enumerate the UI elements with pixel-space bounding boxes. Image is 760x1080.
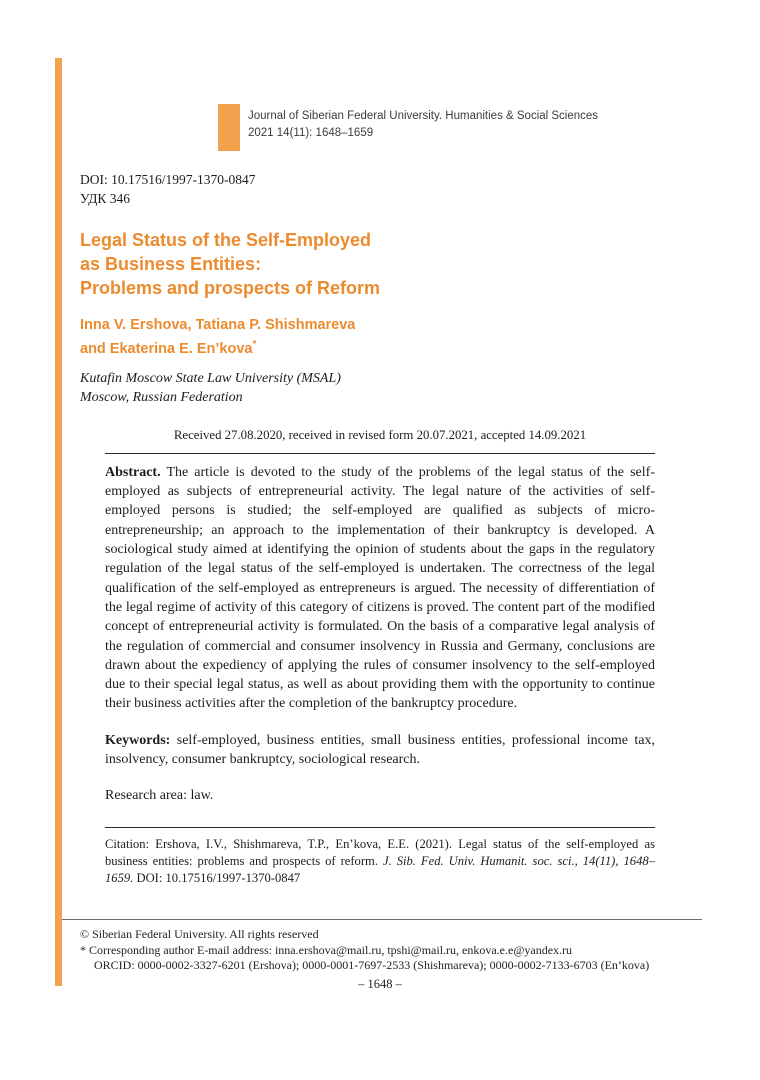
abstract-text: The article is devoted to the study of the problems of the legal status of the self-employed as subjects of entrepreneurial activity. The legal nature of the activities of self-employed persons is studied; the self-employed are qualified as subjects of micro-entrepreneurship; an approach to the implementation of their bankruptcy is developed. A sociological study aimed at identifying the opinion of students about the gaps in the regulatory regulation of the legal status of the self-employed is undertaken. The correctness of the legal qualification of the self-employed as entrepreneurs is argued. The necessity of differentiation of the legal regime of activity of this category of citizens is proved. The content part of the modified concept of entrepreneurial activity is formulated. On the basis of a comparative legal analysis of the regulation of commercial and consumer insolvency in Russia and Germany, conclusions are drawn about the expediency of applying the rules of consumer insolvency to the self-employed due to their special legal status, as well as about providing them with the opportunity to continue their business activities after the completion of the bankruptcy procedure. — [105, 464, 655, 712]
journal-header-text — [248, 104, 598, 142]
page-title — [80, 228, 655, 300]
affiliation-line-2: Moscow, Russian Federation — [80, 389, 243, 405]
corresponding-author-line: * Corresponding author E-mail address: inna.ershova@mail.ru, tpshi@mail.ru, enkova.e.e@yandex.ru — [80, 942, 573, 957]
citation-doi: DOI: 10.17516/1997-1370-0847 — [136, 871, 301, 886]
authors — [80, 316, 655, 359]
journal-header — [218, 104, 598, 151]
orcid-line: ORCID: 0000-0002-3327-6201 (Ershova); 0000-0001-7697-2533 (Shishmareva); 0000-0002-7133-6703 (En’kova) — [94, 958, 650, 972]
keywords-label: Keywords: — [105, 732, 171, 748]
title-line-2: as Business Entities: — [80, 254, 262, 274]
abstract — [105, 463, 655, 714]
article-content — [80, 170, 655, 887]
left-accent-bar — [55, 58, 62, 986]
citation — [105, 836, 655, 887]
corresponding-author-marker: * — [252, 339, 257, 350]
abstract-label: Abstract. — [105, 464, 161, 480]
footer — [62, 919, 702, 974]
udk-line: УДК 346 — [80, 191, 131, 206]
authors-line-1: Inna V. Ershova, Tatiana P. Shishmareva — [80, 317, 356, 333]
affiliation — [80, 369, 655, 407]
divider-above-abstract — [105, 453, 655, 454]
citation-journal: J. Sib. Fed. Univ. Humanit. soc. sci., 14(11), 1648– 1659. — [105, 854, 655, 886]
keywords — [105, 731, 655, 770]
affiliation-line-1: Kutafin Moscow State Law University (MSAL) — [80, 370, 341, 386]
page-number: – 1648 – — [358, 977, 402, 991]
copyright-line: © Siberian Federal University. All rights reserved — [80, 927, 319, 941]
authors-line-2: and Ekaterina E. En’kova* — [80, 339, 257, 357]
title-line-1: Legal Status of the Self-Employed — [80, 230, 372, 250]
divider-above-citation — [105, 827, 655, 828]
journal-issue: 2021 14(11): 1648–1659 — [248, 127, 374, 139]
citation-prefix: Citation: Ershova, I.V., Shishmareva, T.P., En’kova, E.E. (2021). Legal status of the self-employed as business entities: problems and prospects of reform. — [105, 837, 655, 869]
footer-divider — [62, 919, 702, 920]
received-dates: Received 27.08.2020, received in revised form 20.07.2021, accepted 14.09.2021 — [173, 427, 587, 442]
accent-block — [218, 104, 240, 151]
title-line-3: Problems and prospects of Reform — [80, 278, 381, 298]
journal-name: Journal of Siberian Federal University. Humanities & Social Sciences — [248, 110, 599, 122]
keywords-text: self-employed, business entities, small business entities, professional income tax, insolvency, consumer bankruptcy, sociological research. — [105, 732, 655, 767]
research-area: Research area: law. — [105, 788, 214, 804]
doi-line: DOI: 10.17516/1997-1370-0847 — [80, 172, 256, 187]
